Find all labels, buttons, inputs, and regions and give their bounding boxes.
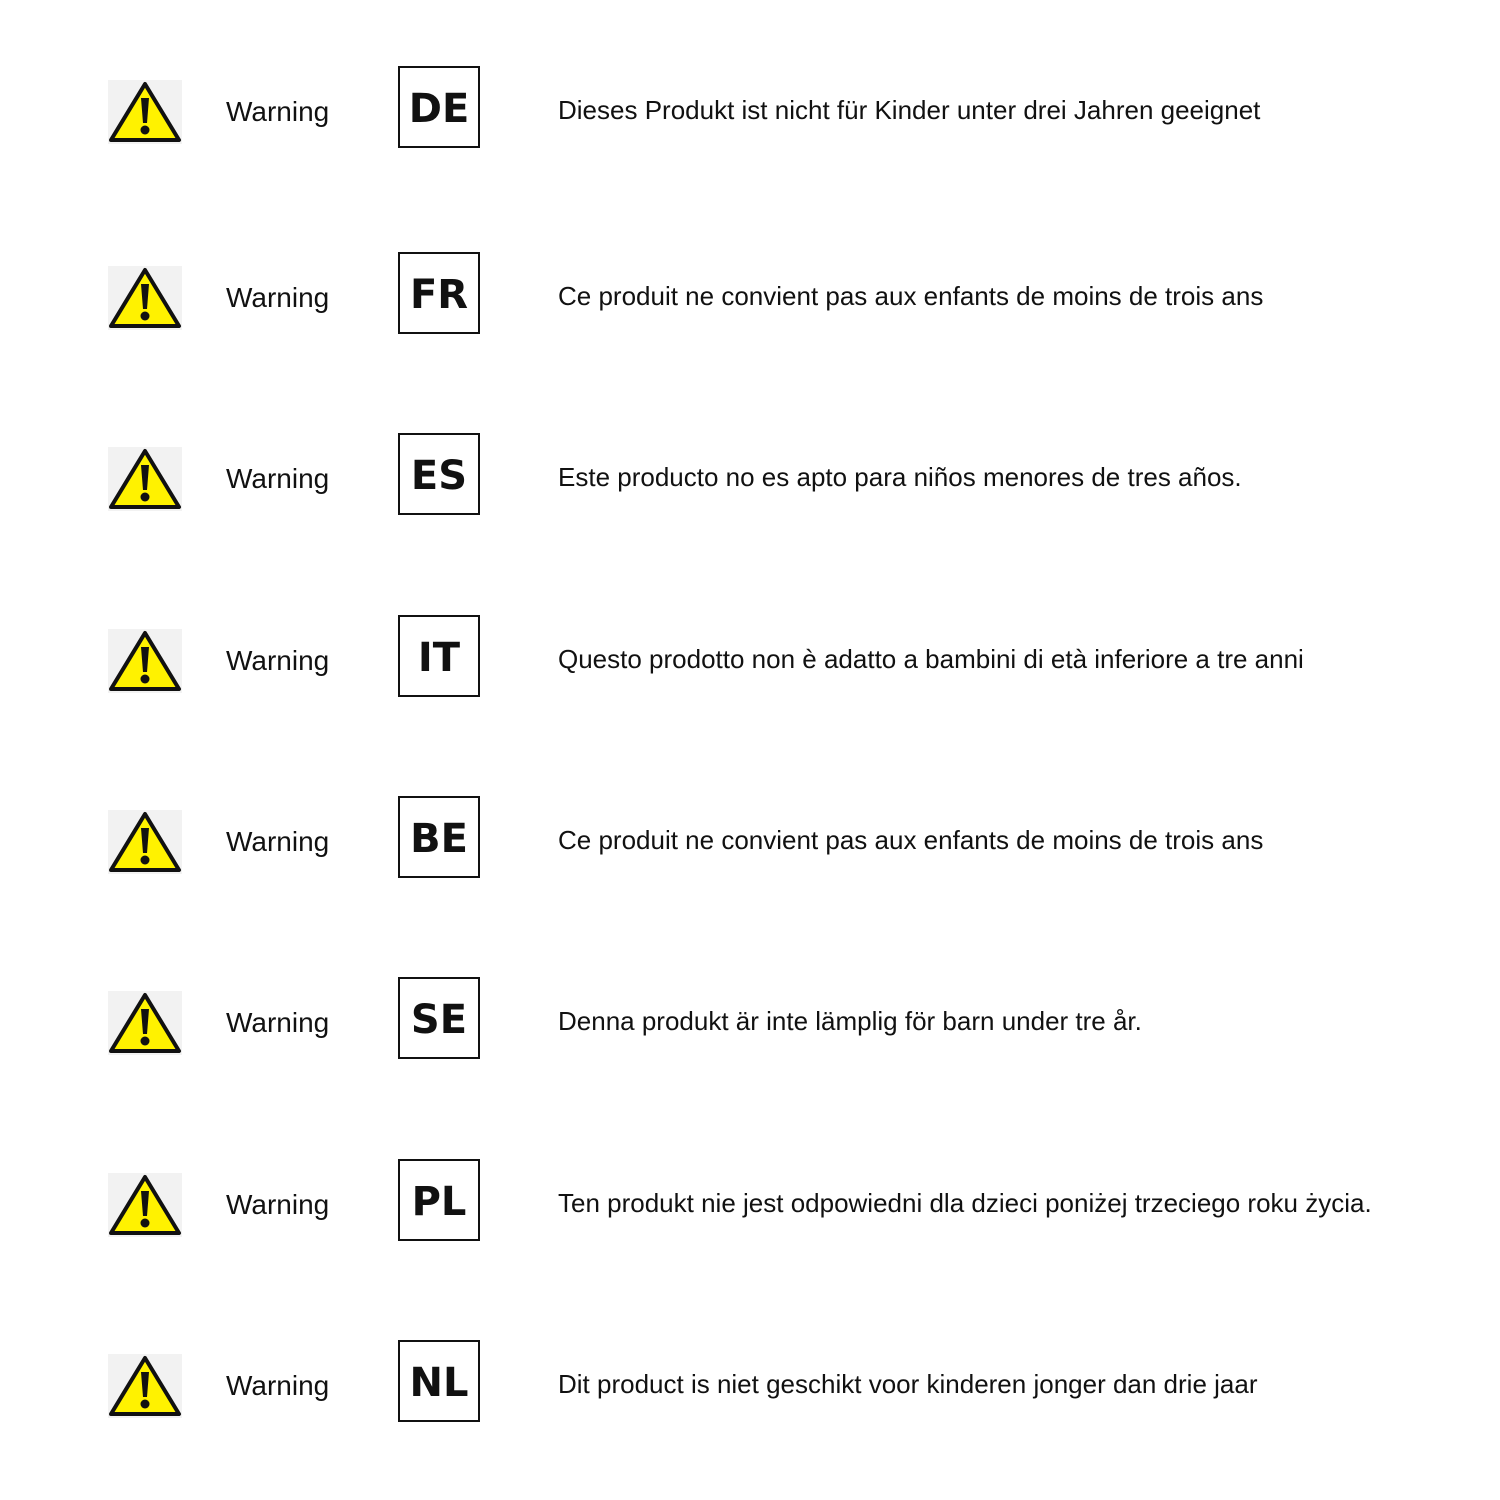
warning-label: Warning	[226, 645, 330, 676]
warning-label: Warning	[226, 1007, 330, 1038]
warning-message: Denna produkt är inte lämplig för barn under tre år.	[558, 1006, 1142, 1036]
warning-row-de	[0, 66, 1500, 176]
country-code-box: PL	[398, 1159, 480, 1241]
warning-label: Warning	[226, 1370, 330, 1401]
warning-row-be	[0, 796, 1500, 906]
warning-triangle-icon	[108, 629, 182, 693]
warning-triangle-icon	[108, 1173, 182, 1237]
warning-label: Warning	[226, 96, 330, 127]
warning-message: Este producto no es apto para niños menores de tres años.	[558, 462, 1242, 492]
warning-triangle-icon	[108, 991, 182, 1055]
warning-row-pl	[0, 1159, 1500, 1269]
warning-message: Dit product is niet geschikt voor kinderen jonger dan drie jaar	[558, 1369, 1258, 1399]
country-code-box: BE	[398, 796, 480, 878]
country-code-box: NL	[398, 1340, 480, 1422]
warning-row-it	[0, 615, 1500, 725]
warning-triangle-icon	[108, 810, 182, 874]
warning-triangle-icon	[108, 447, 182, 511]
country-code-box: FR	[398, 252, 480, 334]
warning-label: Warning	[226, 463, 330, 494]
warning-triangle-icon	[108, 80, 182, 144]
warning-triangle-icon	[108, 266, 182, 330]
warning-message: Dieses Produkt ist nicht für Kinder unter drei Jahren geeignet	[558, 95, 1261, 125]
warning-message: Ten produkt nie jest odpowiedni dla dzieci poniżej trzeciego roku życia.	[558, 1188, 1372, 1218]
warning-row-es	[0, 433, 1500, 543]
warning-row-nl	[0, 1340, 1500, 1450]
warning-label: Warning	[226, 1189, 330, 1220]
warning-message: Ce produit ne convient pas aux enfants de moins de trois ans	[558, 281, 1264, 311]
warning-message: Ce produit ne convient pas aux enfants de moins de trois ans	[558, 825, 1264, 855]
warning-row-se	[0, 977, 1500, 1087]
warning-triangle-icon	[108, 1354, 182, 1418]
warning-message: Questo prodotto non è adatto a bambini di età inferiore a tre anni	[558, 644, 1304, 674]
warning-row-fr	[0, 252, 1500, 362]
country-code-box: DE	[398, 66, 480, 148]
warning-label: Warning	[226, 826, 330, 857]
warning-label: Warning	[226, 282, 330, 313]
country-code-box: ES	[398, 433, 480, 515]
country-code-box: IT	[398, 615, 480, 697]
country-code-box: SE	[398, 977, 480, 1059]
